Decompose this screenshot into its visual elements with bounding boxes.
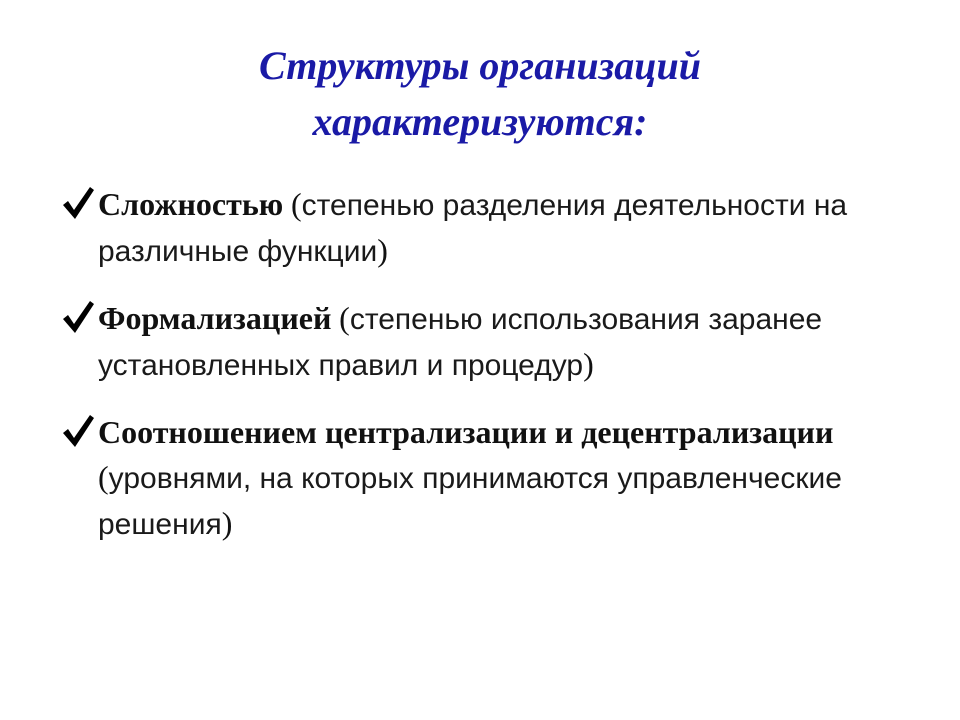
close-paren: ) [583,346,594,382]
bullet-term: Формализацией [98,300,332,336]
bullet-description: степенью разделения деятельности на различные функции [98,189,848,268]
bullet-term: Соотношением централизации и децентрализации [98,414,834,450]
close-paren: ) [221,505,233,541]
check-mark-icon [60,183,96,223]
slide-title-line-1: Структуры организаций [259,43,701,88]
bullet-list [60,182,920,569]
open-paren: ( [290,186,302,222]
bullet-description: степенью использования заранее установленных правил и процедур [98,303,823,382]
bullet-item-formalization [60,296,920,388]
check-mark-icon [60,411,96,451]
open-paren: ( [98,459,109,495]
bullet-description: уровнями, на которых принимаются управленческие решения [98,462,842,541]
bullet-term: Сложностью [98,186,284,222]
slide-title-line-2: характеризуются: [312,99,648,144]
bullet-item-complexity [60,182,920,274]
slide-title [0,38,960,150]
close-paren: ) [377,232,388,268]
check-mark-icon [60,297,96,337]
open-paren: ( [339,300,350,336]
bullet-item-centralization [60,410,920,547]
